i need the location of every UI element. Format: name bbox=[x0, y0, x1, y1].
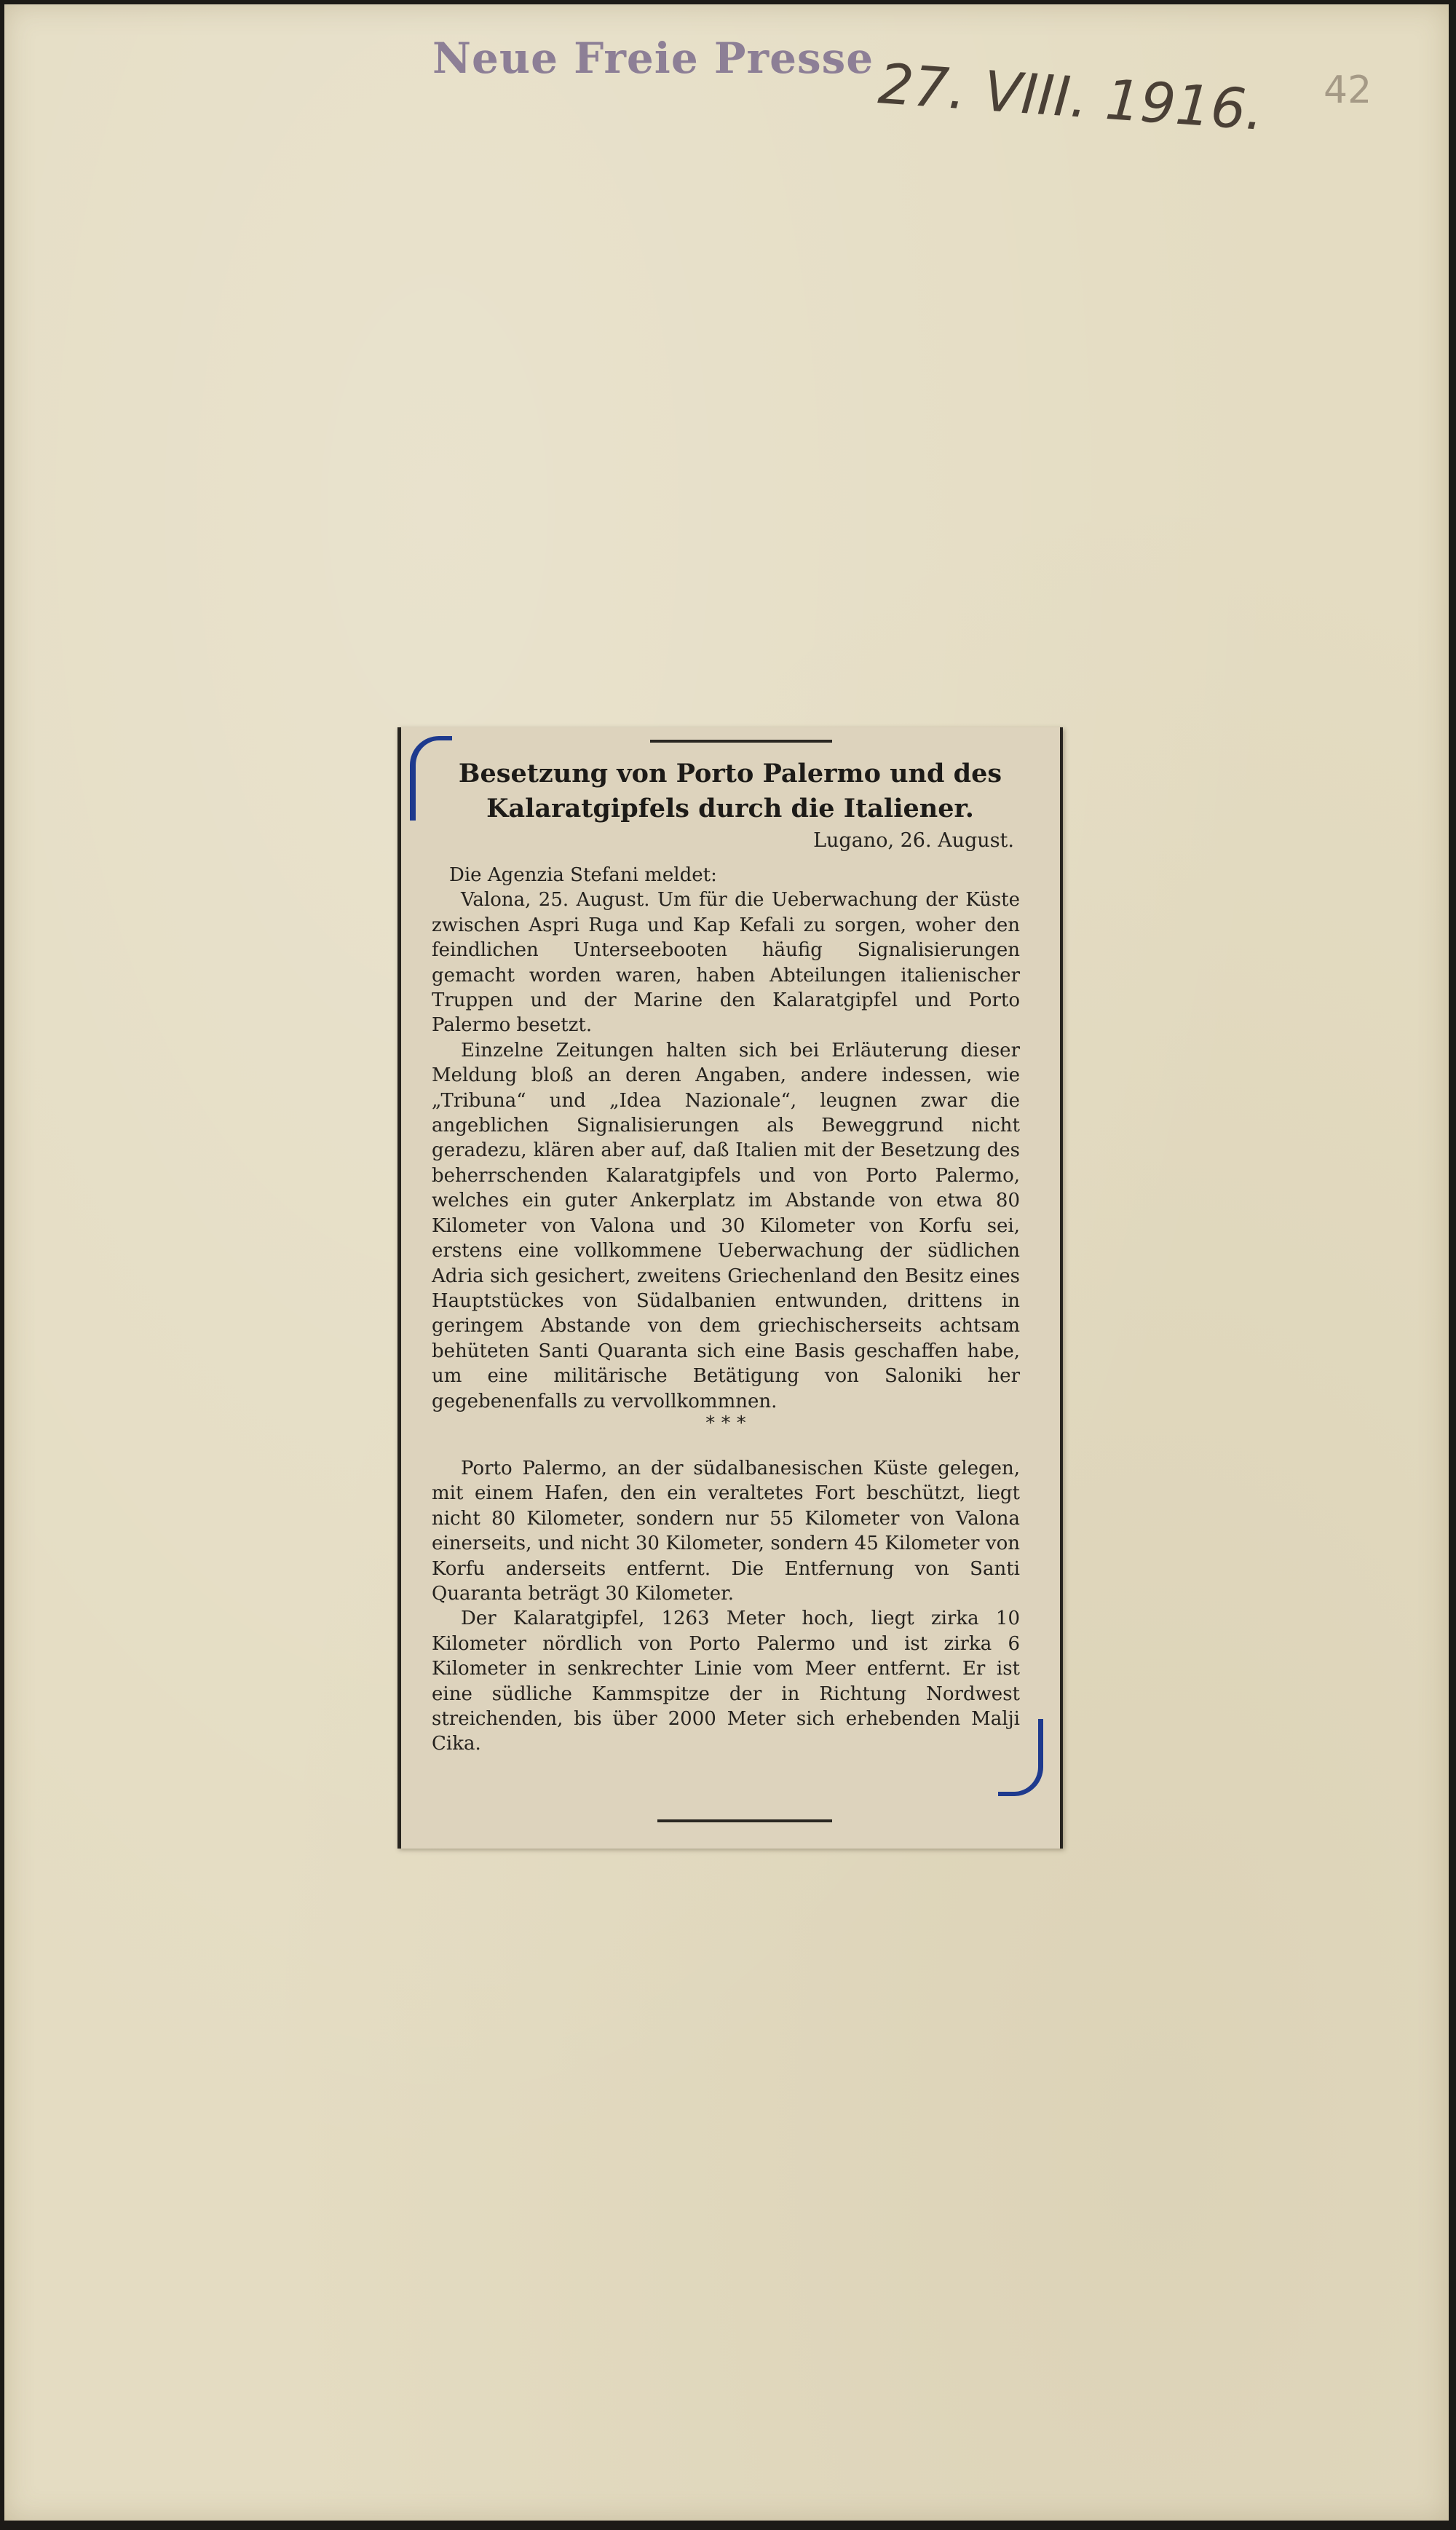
clipping-content bbox=[432, 727, 1029, 1849]
newspaper-stamp: Neue Freie Presse bbox=[432, 33, 874, 83]
top-rule bbox=[650, 740, 832, 743]
paragraph: Die Agenzia Stefani meldet: bbox=[449, 864, 717, 886]
article-dateline: Lugano, 26. August. bbox=[813, 829, 1014, 852]
blue-pencil-mark-end bbox=[998, 1719, 1043, 1796]
page-number: 42 bbox=[1324, 68, 1372, 112]
article-body bbox=[432, 863, 1020, 1757]
handwritten-date bbox=[875, 51, 1266, 154]
newspaper-clipping bbox=[397, 727, 1063, 1849]
article-headline: Besetzung von Porto Palermo und des Kalaratgipfels durch die Italiener. bbox=[458, 759, 1002, 823]
section-separator: * * * bbox=[705, 1412, 746, 1434]
paragraph: Der Kalaratgipfel, 1263 Meter hoch, liegt zirka 10 Kilometer nördlich von Porto Palermo und ist zirka 6 Kilometer in senkrechter Linie vom Meer entfernt. Er ist eine südliche Kammspitze der in Richtung Nordwest streichenden, bis über 2000 Meter sich erhebenden Malji Cika. bbox=[432, 1608, 1020, 1755]
paragraph: Einzelne Zeitungen halten sich bei Erläuterung dieser Meldung bloß an deren Angaben, andere indessen, wie „Tribuna“ und „Idea Nazionale“, leugnen zwar die angeblichen Signalisierungen als Beweggrund nicht geradezu, klären aber auf, daß Italien mit der Besetzung des beherrschenden Kalaratgipfels und von Porto Palermo, welches ein guter Ankerplatz im Abstande von etwa 80 Kilometer von Valona und 30 Kilometer von Korfu sei, erstens eine vollkommene Ueberwachung der südlichen Adria sich gesichert, zweitens Griechenland den Besitz eines Hauptstückes von Südalbanien entwunden, drittens in geringem Abstande von dem griechischerseits achtsam behüteten Santi Quaranta sich eine Basis geschaffen habe, um eine militärische Betätigung von Saloniki her gegebenenfalls zu vervollkommnen. bbox=[432, 1039, 1020, 1412]
handwritten-date-text: 27. VIII. 1916. bbox=[876, 51, 1266, 143]
archive-sheet bbox=[4, 4, 1449, 2521]
paragraph: Porto Palermo, an der südalbanesischen Küste gelegen, mit einem Hafen, den ein veraltetes Fort beschützt, liegt nicht 80 Kilometer, sondern nur 55 Kilometer von Valona einerseits, und nicht 30 Kilometer, sondern 45 Kilometer von Korfu anderseits entfernt. Die Entfernung von Santi Quaranta beträgt 30 Kilometer. bbox=[432, 1457, 1020, 1605]
bottom-rule bbox=[657, 1819, 832, 1822]
paragraph: Valona, 25. August. Um für die Ueberwachung der Küste zwischen Aspri Ruga und Kap Kefali zu sorgen, woher den feindlichen Unterseebooten häufig Signalisierungen gemacht worden waren, haben Abteilungen italienischer Truppen und der Marine den Kalaratgipfel und Porto Palermo besetzt. bbox=[432, 889, 1020, 1037]
